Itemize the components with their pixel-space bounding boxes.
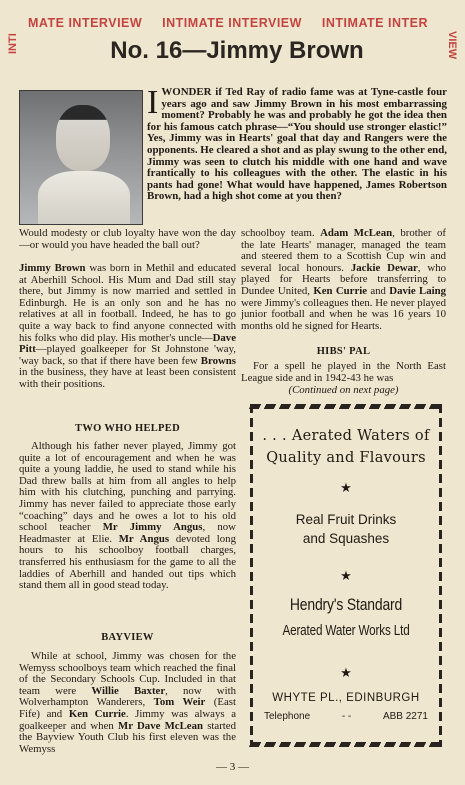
star-icon: ★ [340, 665, 352, 680]
heading-two-who-helped: TWO WHO HELPED [75, 423, 180, 434]
telephone-number: ABB 2271 [382, 711, 428, 722]
continued-note: (Continued on next page) [288, 384, 399, 396]
col2-para-2: For a spell he played in the North East League side and in 1942-43 he was [241, 360, 446, 384]
band-item-3: INTIMATE INTER [321, 16, 428, 30]
star-icon: ★ [340, 568, 352, 583]
drop-cap: I [147, 84, 159, 121]
band-item-2: INTIMATE INTERVIEW [162, 16, 302, 30]
col1-para-1: Would modesty or club loyalty have won the day—or would you have headed the ball out? [19, 227, 236, 251]
photo-shirt [38, 171, 130, 225]
header-band [28, 14, 428, 32]
advert-address: WHYTE PL., EDINBURGH [272, 692, 420, 704]
advert-company-name: Hendry's Standard [289, 595, 403, 614]
col1-para-4 [19, 651, 236, 755]
name-jimmy-brown: Jimmy Brown [19, 262, 86, 274]
advert-line-aerated: . . . Aerated Waters of [262, 428, 430, 444]
band-side-left: INTI [7, 33, 19, 55]
col1-para-4-text-d: . Jimmy was always a goalkeeper and when [19, 707, 236, 732]
col2-para-1-text-a: schoolboy team. [241, 227, 321, 239]
heading-hibs-pal: HIBS' PAL [316, 346, 371, 357]
col1-para-4-text-c: (East Fife) and [19, 696, 236, 720]
name-ken-currie: Ken Currie [68, 707, 126, 720]
telephone-label: Telephone [264, 711, 311, 722]
name-jackie-dewar: Jackie Dewar [350, 261, 418, 274]
name-mr-angus: Mr Angus [118, 532, 170, 545]
col2-para-1-text-b: , brother of the late Hearts' manager, managed the team and steered them to a Scottish Cup win and several local honours. [241, 227, 446, 274]
name-willie-baxter: Willie Baxter [91, 684, 166, 697]
col2-para-1-text-c: , who played for Hearts before transferring to Dundee United, [241, 261, 446, 297]
advert-company-works: Aerated Water Works Ltd [282, 622, 410, 639]
col1-para-4-text-e: started the Bayview Youth Club his first eleven was the Wemyss [19, 719, 236, 755]
col1-para-2-text-c: in the business, they have at least been consistent with their positions. [19, 366, 236, 390]
col1-para-4-text-b: , now with Wolverhampton Wanderers, [19, 684, 236, 709]
hendry-advert [250, 404, 442, 747]
page-number: — 3 — [216, 761, 249, 773]
name-browns: Browns [200, 354, 236, 367]
name-dave-pitt: Dave Pitt [19, 331, 236, 356]
advert-line-squashes: and Squashes [302, 531, 390, 546]
name-ken-currie-2: Ken Currie [313, 284, 368, 297]
col1-para-3 [19, 441, 236, 592]
col1-para-4-text-a: While at school, Jimmy was chosen for the Wemyss schoolboys team which reached the final of the Secondary Schools Cup. Included in that team were [19, 650, 236, 697]
photo-head [56, 105, 110, 171]
col1-para-2 [19, 263, 236, 391]
heading-bayview: BAYVIEW [101, 632, 154, 643]
telephone-dashes: - - [341, 711, 352, 722]
article-title: No. 16—Jimmy Brown [110, 37, 364, 64]
col1-para-2-text-b: —played goalkeeper for St Johnstone 'way, 'way back, so that if there have been few [19, 343, 236, 367]
col1-para-3-text-c: devoted long hours to his schoolboy football charges, transferred his enthusiasm for the game to all the laddies of Aberhill and handed out tips which stand them all in good stead today. [19, 532, 236, 592]
col2-para-1-text-d: and [367, 284, 390, 297]
col1-para-3-text-a: Although his father never played, Jimmy got quite a lot of encouragement and when he was quite a young laddie, he used to stand while his Dad threw balls at him from all angles to help him with his clutching, punching and parrying. Jimmy has never failed to appreciate those early “coaching” days and he owes a lot to his old school teacher [19, 440, 236, 534]
name-adam-mclean: Adam McLean [320, 227, 393, 239]
band-item-1: MATE INTERVIEW [28, 16, 143, 30]
band-side-right: VIEW [446, 30, 458, 60]
player-photo [19, 90, 143, 225]
col2-para-1-text-e: were Jimmy's colleagues then. He never played junior football and when he was 16 years 10 months old he signed for Hearts. [241, 296, 446, 332]
name-davie-laing: Davie Laing [389, 284, 446, 297]
star-icon: ★ [340, 480, 352, 495]
col1-para-2-text-a: was born in Methil and educated at Aberhill School. His Mum and Dad still stay there, but Jimmy is now married and settled in Edinburgh. He is an only son and he has no relatives at all in football. Indeed, he has to go quite a way back to find anyone connected with his folks who did play. His mother's uncle— [19, 262, 237, 344]
advert-border-top [249, 404, 443, 409]
name-jimmy-angus: Mr Jimmy Angus [102, 521, 203, 534]
name-tom-weir: Tom Weir [153, 696, 206, 709]
advert-telephone [250, 711, 442, 722]
advert-border-bottom [249, 742, 443, 747]
col1-para-3-text-b: , now Headmaster at Elie. [19, 521, 236, 545]
advert-line-fruit-drinks: Real Fruit Drinks [295, 512, 397, 527]
intro-paragraph [147, 84, 447, 203]
advert-line-quality: Quality and Flavours [266, 450, 426, 466]
col2-para-1 [241, 228, 446, 332]
name-dave-mclean: Mr Dave McLean [118, 719, 203, 732]
intro-text: WONDER if Ted Ray of radio fame was at Tyne-castle four years ago and saw Jimmy Brown in his most embarrassing moment? Probably he was and probably he got the idea then for his famous catch phrase—“You should use stronger elastic!” Yes, Jimmy was in Hearts' goal that day and Rangers were the opponents. He cleared a shot and as play swung to the other end, Jimmy was seen to clutch his middle with one hand and wave frantically to his colleagues with the other. The elastic in his pants had gone! What would have happened, James Robertson Brown, had a high shot come at you then? [147, 86, 447, 203]
